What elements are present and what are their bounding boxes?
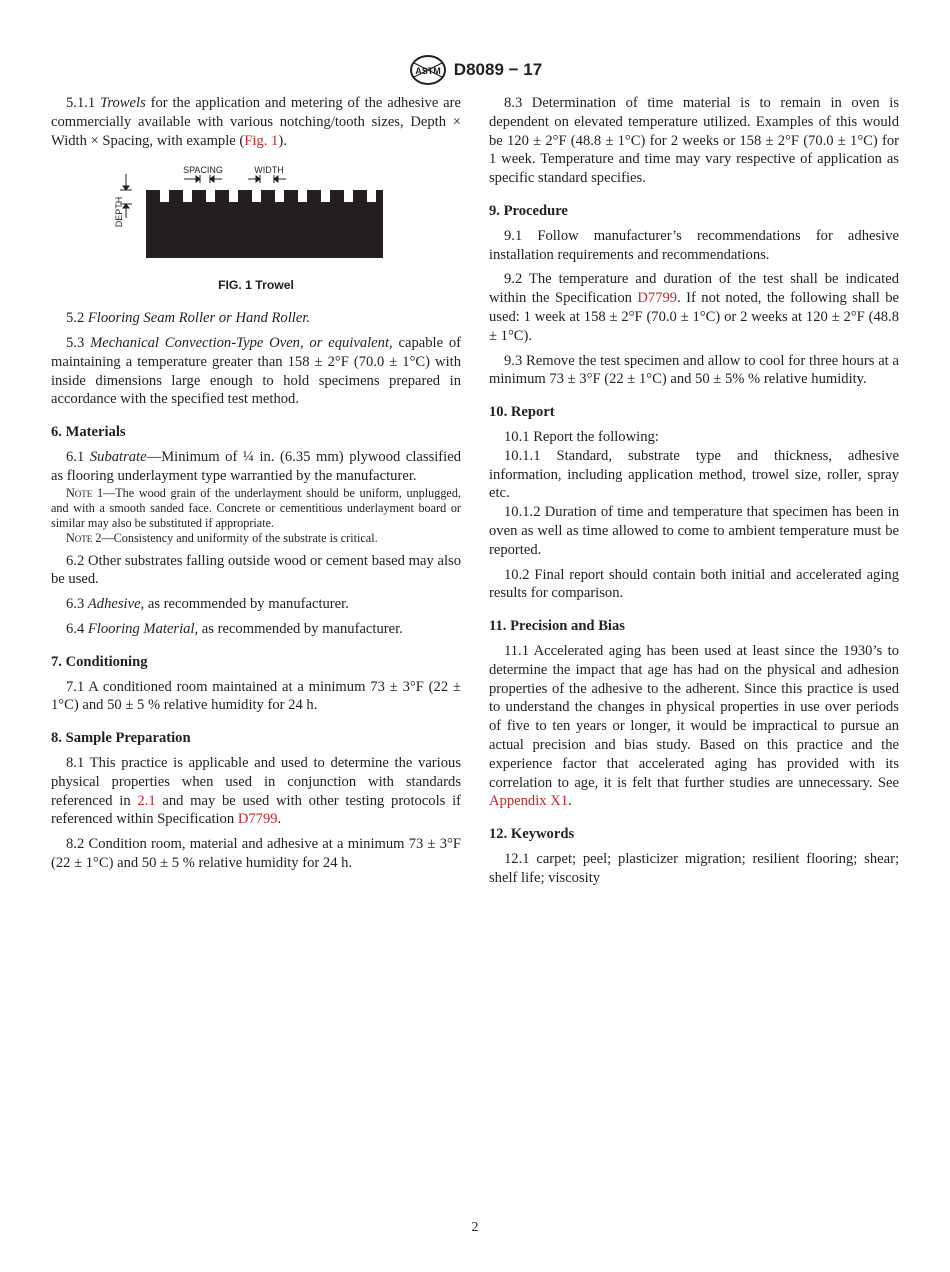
- d7799-link[interactable]: D7799: [237, 811, 278, 828]
- paragraph-10-1-1: 10.1.1 Standard, substrate type and thickness, adhesive information, including application method, trowel size, roller, spray etc.: [489, 447, 899, 502]
- paragraph-7-1: 7.1 A conditioned room maintained at a minimum 73 ± 3°F (22 ± 1°C) and 50 ± 5 % relative humidity for 24 h.: [51, 678, 461, 714]
- left-column: [51, 94, 461, 879]
- paragraph-10-1-2: 10.1.2 Duration of time and temperature that specimen has been in oven as well as time allowed to come to ambient temperature must be reported.: [489, 504, 899, 558]
- appendix-x1-link[interactable]: Appendix X1: [489, 793, 569, 810]
- paragraph-10-2: 10.2 Final report should contain both initial and accelerated aging results for comparison.: [489, 566, 899, 602]
- right-column: [489, 94, 899, 893]
- paragraph-6-3: 6.3 Adhesive, as recommended by manufacturer.: [66, 596, 349, 613]
- astm-logo-icon: [408, 54, 448, 86]
- paragraph-5-3: 5.3 Mechanical Convection-Type Oven, or equivalent, capable of maintaining a temperature greater than 158 ± 2°F (70.0 ± 1°C) with inside dimensions large enough to hold specimens prepared in accordance with the specified test method.: [51, 334, 462, 408]
- paragraph-9-1: 9.1 Follow manufacturer’s recommendations for adhesive installation requirements and recommendations.: [489, 227, 899, 263]
- width-label: WIDTH: [254, 165, 284, 176]
- trowel-teeth: [146, 190, 383, 258]
- paragraph-5-1-1: 5.1.1 Trowels for the application and metering of the adhesive are commercially available with various notching/tooth sizes, Depth × Width × Spacing, with example (Fig. 1).: [51, 95, 461, 149]
- note-2: Note 2—Consistency and uniformity of the substrate is critical.: [66, 530, 378, 545]
- figure-caption: FIG. 1 Trowel: [218, 278, 294, 293]
- heading-sample-preparation: 8. Sample Preparation: [51, 730, 191, 747]
- astm-logo-text: ASTM: [415, 66, 441, 76]
- paragraph-11-1: 11.1 Accelerated aging has been used at least since the 1930’s to determine the impact that age has had on the physical and adhesion properties of the adhesive to the adherent. Since this practice is used to understand the changes in physical properties in use over periods of five to ten years or longer, it would be impractical to pursue an actual precision and bias study. Based on this practice and the experience factor that accelerated aging has provided with its correlation to age, it is felt that further studies are unnecessary. See Appendix X1.: [489, 642, 899, 810]
- paragraph-12-1: 12.1 carpet; peel; plasticizer migration; resilient flooring; shear; shelf life; viscosity: [489, 850, 899, 886]
- paragraph-6-4: 6.4 Flooring Material, as recommended by manufacturer.: [66, 620, 403, 637]
- page-number: 2: [471, 1220, 479, 1235]
- heading-precision-and-bias: 11. Precision and Bias: [489, 618, 625, 635]
- depth-label: DEPTH: [114, 197, 124, 228]
- document-designation: D8089 − 17: [453, 60, 543, 79]
- fig-1-link[interactable]: Fig. 1: [244, 132, 279, 149]
- heading-conditioning: 7. Conditioning: [51, 653, 148, 670]
- figure-1-trowel: [51, 162, 461, 295]
- paragraph-9-3: 9.3 Remove the test specimen and allow to cool for three hours at a minimum 73 ± 3°F (22 ± 1°C) and 50 ± 5% % relative humidity.: [489, 352, 899, 388]
- note-1: Note 1—The wood grain of the underlayment should be uniform, unplugged, and with a smooth sanded face. Concrete or cementitious underlayment board or similar may also be substituted if appropriate.: [51, 485, 461, 530]
- paragraph-8-1: 8.1 This practice is applicable and used to determine the various physical properties when used in conjunction with standards referenced in 2.1 and may be used with other testing protocols if referenced within Specification D7799.: [51, 754, 461, 828]
- heading-materials: 6. Materials: [51, 424, 126, 441]
- section-2-1-link[interactable]: 2.1: [137, 792, 156, 809]
- heading-keywords: 12. Keywords: [489, 826, 575, 843]
- paragraph-8-2: 8.2 Condition room, material and adhesive at a minimum 73 ± 3°F (22 ± 1°C) and 50 ± 5 % relative humidity for 24 h.: [51, 836, 461, 871]
- paragraph-6-2: 6.2 Other substrates falling outside wood or cement based may also be used.: [51, 552, 461, 588]
- paragraph-9-2: 9.2 The temperature and duration of the test shall be indicated within the Specification D7799. If not noted, the following shall be used: 1 week at 158 ± 2°F (70.0 ± 1°C) or 2 weeks at 120 ± 2°F (48.8 ± 1°C).: [489, 271, 899, 344]
- trowel-diagram: [106, 162, 406, 270]
- paragraph-8-3: 8.3 Determination of time material is to remain in oven is dependent on elevated temperature utilized. Examples of this would be 120 ± 2°F (48.8 ± 1°C) for 2 weeks or 158 ± 2°F (70.0 ± 1°C) for 1 week. Temperature and time may vary respective of application as specific standard specifies.: [489, 95, 899, 187]
- d7799-link[interactable]: D7799: [637, 290, 678, 307]
- paragraph-6-1: 6.1 Subatrate—Minimum of ¼ in. (6.35 mm) plywood classified as flooring underlayment type warrantied by the manufacturer.: [51, 448, 461, 484]
- heading-report: 10. Report: [489, 404, 555, 421]
- spacing-label: SPACING: [183, 165, 223, 176]
- paragraph-10-1: 10.1 Report the following:: [504, 428, 659, 445]
- heading-procedure: 9. Procedure: [489, 202, 568, 219]
- page-header: [0, 54, 950, 86]
- paragraph-5-2: 5.2 Flooring Seam Roller or Hand Roller.: [66, 310, 311, 327]
